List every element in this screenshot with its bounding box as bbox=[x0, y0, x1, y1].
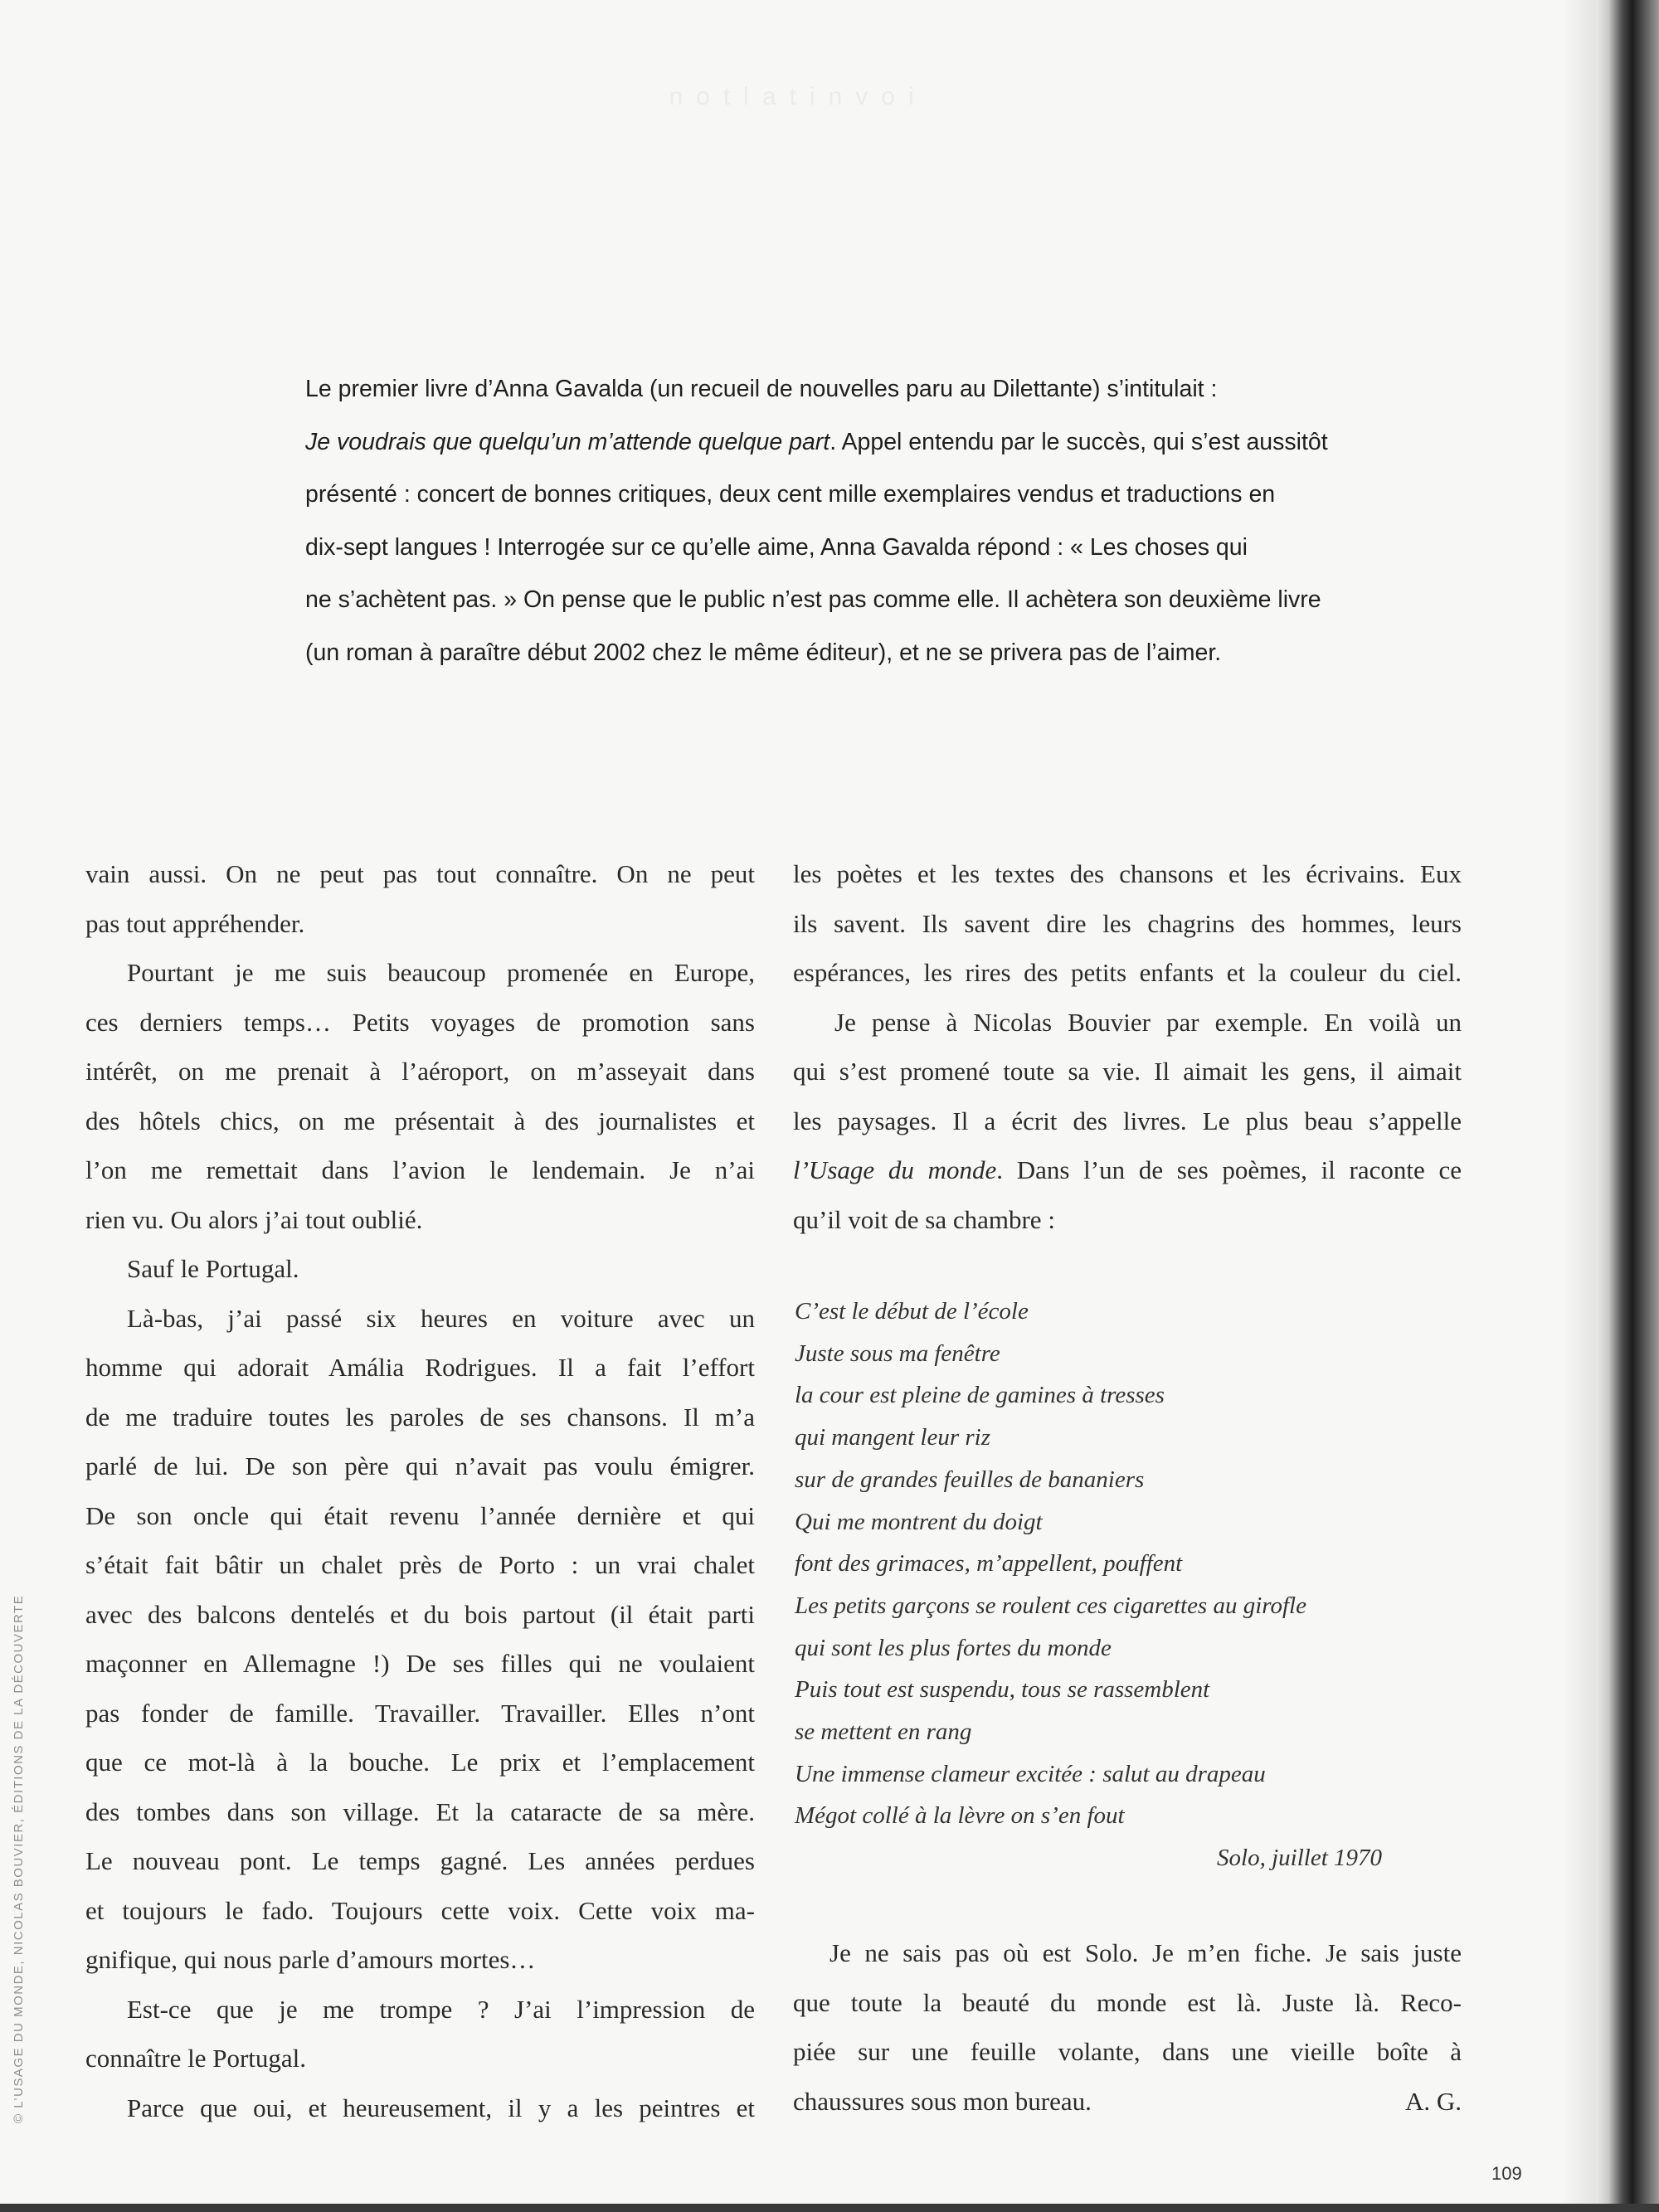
left-column-line-25: connaître le Portugal. bbox=[85, 2044, 306, 2073]
left-column-line-12: de me traduire toutes les paroles de ses chansons. Il m’a bbox=[85, 1402, 755, 1432]
left-column-line-1: vain aussi. On ne peut pas tout connaître. On ne peut bbox=[85, 859, 755, 888]
right-column-line-8: qu’il voit de sa chambre : bbox=[793, 1204, 1055, 1234]
book-title: Je voudrais que quelqu’un m’attende quelque part bbox=[305, 428, 830, 455]
left-column-line-22: et toujours le fado. Toujours cette voix. Cette voix ma- bbox=[85, 1895, 755, 1925]
left-column-line-7: l’on me remettait dans l’avion le lendemain. Je n’ai bbox=[85, 1155, 755, 1184]
poem-line-6: Qui me montrent du doigt bbox=[795, 1508, 1043, 1535]
poem-line-4: qui mangent leur riz bbox=[795, 1424, 991, 1451]
left-column-line-23: gnifique, qui nous parle d’amours mortes… bbox=[85, 1945, 536, 1974]
left-column-line-5: intérêt, on me prenait à l’aéroport, on m’asseyait dans bbox=[85, 1057, 755, 1086]
left-column-line-10: Là-bas, j’ai passé six heures en voiture avec un bbox=[127, 1303, 755, 1333]
right-column-line-2: ils savent. Ils savent dire les chagrins des hommes, leurs bbox=[793, 908, 1462, 938]
poem-line-12: Une immense clameur excitée : salut au drapeau bbox=[795, 1760, 1266, 1787]
left-column-line-6: des hôtels chics, on me présentait à des journalistes et bbox=[85, 1106, 755, 1135]
right-column-line-4: Je pense à Nicolas Bouvier par exemple. En voilà un bbox=[834, 1007, 1462, 1037]
intro-line-1: Le premier livre d’Anna Gavalda (un recueil de nouvelles paru au Dilettante) s’intitulait : bbox=[305, 376, 1218, 402]
intro-paragraph bbox=[305, 363, 1467, 679]
poem-line-5: sur de grandes feuilles de bananiers bbox=[795, 1466, 1145, 1493]
intro-line-2-text: . Appel entendu par le succès, qui s’est aussitôt bbox=[830, 428, 1328, 455]
left-column-line-8: rien vu. Ou alors j’ai tout oublié. bbox=[85, 1204, 423, 1234]
right-column-line-6: les paysages. Il a écrit des livres. Le plus beau s’appelle bbox=[793, 1106, 1462, 1135]
left-column-line-17: maçonner en Allemagne !) De ses filles qui ne voulaient bbox=[85, 1649, 755, 1678]
closing-last-text: chaussures sous mon bureau. bbox=[793, 2086, 1092, 2116]
poem-line-8: Les petits garçons se roulent ces cigarettes au girofle bbox=[795, 1592, 1306, 1619]
left-column-line-4: ces derniers temps… Petits voyages de promotion sans bbox=[85, 1007, 755, 1037]
scan-bottom-edge bbox=[0, 2204, 1659, 2212]
closing-line-3: piée sur une feuille volante, dans une vieille boîte à bbox=[793, 2037, 1462, 2066]
intro-line-5: ne s’achètent pas. » On pense que le public n’est pas comme elle. Il achètera son deuxième livre bbox=[305, 586, 1321, 613]
intro-line-4: dix-sept langues ! Interrogée sur ce qu’elle aime, Anna Gavalda répond : « Les choses qui bbox=[305, 533, 1248, 561]
left-column-line-3: Pourtant je me suis beaucoup promenée en Europe, bbox=[127, 958, 755, 987]
intro-line-2 bbox=[305, 416, 1467, 469]
poem-line-9: qui sont les plus fortes du monde bbox=[795, 1634, 1112, 1661]
poem-line-2: Juste sous ma fenêtre bbox=[795, 1339, 1000, 1367]
binding-edge bbox=[1596, 0, 1659, 2212]
page-number: 109 bbox=[1491, 2163, 1522, 2184]
poem-line-7: font des grimaces, m’appellent, pouffent bbox=[795, 1550, 1183, 1578]
author-initials: A. G. bbox=[1404, 2086, 1462, 2116]
left-column-line-11: homme qui adorait Amália Rodrigues. Il a fait l’effort bbox=[85, 1353, 755, 1382]
left-column-line-26: Parce que oui, et heureusement, il y a les peintres et bbox=[127, 2093, 755, 2122]
closing-line-2: que toute la beauté du monde est là. Juste là. Reco- bbox=[793, 1987, 1462, 2017]
closing-paragraph bbox=[793, 1928, 1462, 2126]
right-column-line-7: l’Usage du monde. Dans l’un de ses poèmes, il raconte ce bbox=[793, 1155, 1462, 1184]
right-column-line-5: qui s’est promené toute sa vie. Il aimait les gens, il aimait bbox=[793, 1057, 1462, 1086]
usage-du-monde-title: l’Usage du monde bbox=[793, 1155, 997, 1184]
poem-line-11: se mettent en rang bbox=[795, 1719, 972, 1746]
poem-line-13: Mégot collé à la lèvre on s’en fout bbox=[795, 1802, 1125, 1830]
left-column-line-9: Sauf le Portugal. bbox=[127, 1254, 299, 1283]
intro-line-3: présenté : concert de bonnes critiques, deux cent mille exemplaires vendus et traductions en bbox=[305, 481, 1276, 508]
poem-line-1: C’est le début de l’école bbox=[795, 1298, 1029, 1325]
left-column-line-24: Est-ce que je me trompe ? J’ai l’impression de bbox=[127, 1994, 755, 2024]
poem-line-10: Puis tout est suspendu, tous se rassemblent bbox=[795, 1676, 1210, 1704]
poem-signature: Solo, juillet 1970 bbox=[1217, 1845, 1382, 1872]
poem-line-3: la cour est pleine de gamines à tresses bbox=[795, 1382, 1165, 1409]
bouvier-poem bbox=[795, 1291, 1382, 1879]
left-column-line-16: avec des balcons dentelés et du bois partout (il était parti bbox=[85, 1599, 755, 1629]
right-column bbox=[793, 849, 1462, 1244]
intro-line-6: (un roman à paraître début 2002 chez le même éditeur), et ne se privera pas de l’aimer. bbox=[305, 639, 1222, 666]
closing-last-line bbox=[793, 2077, 1462, 2127]
left-column bbox=[85, 849, 755, 2132]
right-column-line-1: les poètes et les textes des chansons et les écrivains. Eux bbox=[793, 859, 1462, 888]
left-column-line-19: que ce mot-là à la bouche. Le prix et l’emplacement bbox=[85, 1748, 755, 1777]
closing-line-1: Je ne sais pas où est Solo. Je m’en fiche. Je sais juste bbox=[830, 1938, 1462, 1967]
left-column-line-18: pas fonder de famille. Travailler. Travailler. Elles n’ont bbox=[85, 1698, 755, 1728]
gutter-shadow bbox=[1563, 0, 1596, 2212]
left-column-line-21: Le nouveau pont. Le temps gagné. Les années perdues bbox=[85, 1846, 755, 1875]
show-through-header: notlatinvoi bbox=[669, 83, 927, 110]
left-column-line-2: pas tout appréhender. bbox=[85, 908, 305, 938]
left-column-line-13: parlé de lui. De son père qui n’avait pas voulu émigrer. bbox=[85, 1451, 755, 1480]
left-column-line-15: s’était fait bâtir un chalet près de Porto : un vrai chalet bbox=[85, 1550, 755, 1579]
left-column-line-20: des tombes dans son village. Et la cataracte de sa mère. bbox=[85, 1796, 755, 1826]
right-column-line-3: espérances, les rires des petits enfants et la couleur du ciel. bbox=[793, 958, 1462, 987]
left-column-line-14: De son oncle qui était revenu l’année dernière et qui bbox=[85, 1500, 755, 1530]
margin-credit: © L’USAGE DU MONDE, NICOLAS BOUVIER, ÉDITIONS DE LA DÉCOUVERTE bbox=[12, 1594, 26, 2123]
